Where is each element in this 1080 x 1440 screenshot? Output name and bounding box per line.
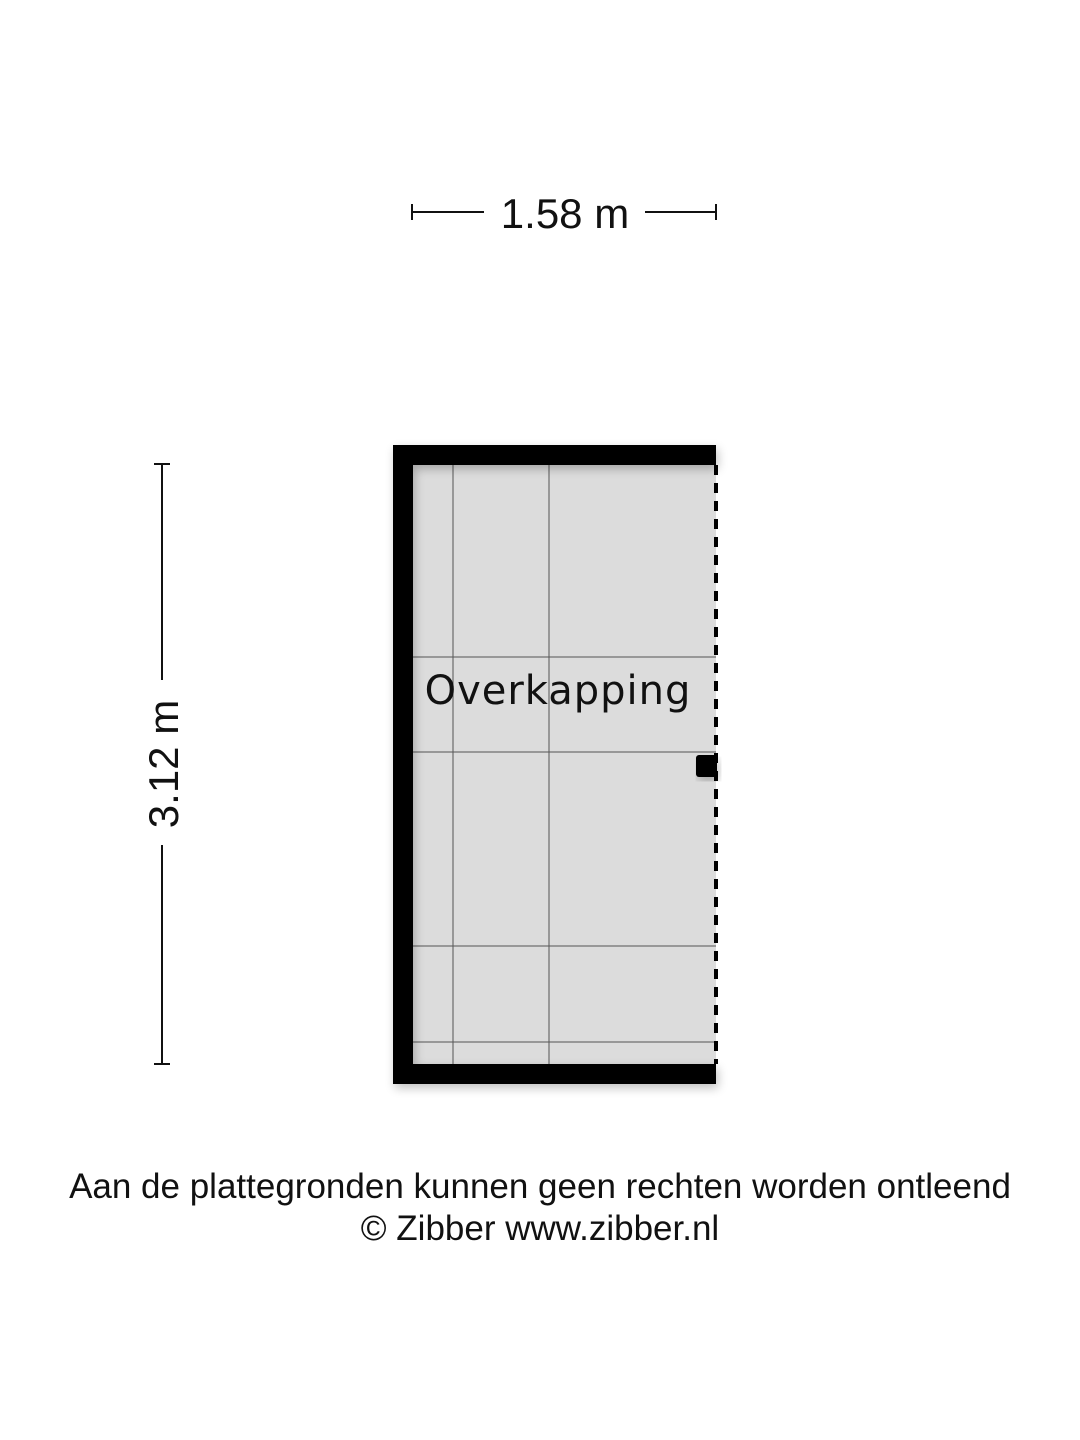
height-dimension: [140, 464, 187, 1064]
footer: [0, 1166, 1080, 1250]
width-dimension: [412, 190, 716, 237]
height-dimension-label: 3.12 m: [140, 699, 187, 829]
wall-top: [393, 445, 716, 465]
room-label: Overkapping: [424, 668, 692, 714]
wall-left: [393, 445, 413, 1084]
copyright-text: © Zibber www.zibber.nl: [360, 1209, 720, 1248]
support-post: [696, 755, 717, 777]
width-dimension-label: 1.58 m: [500, 190, 630, 237]
wall-bottom: [393, 1064, 716, 1084]
room-floor: [412, 464, 716, 1064]
disclaimer-text: Aan de plattegronden kunnen geen rechten worden ontleend: [69, 1167, 1011, 1206]
